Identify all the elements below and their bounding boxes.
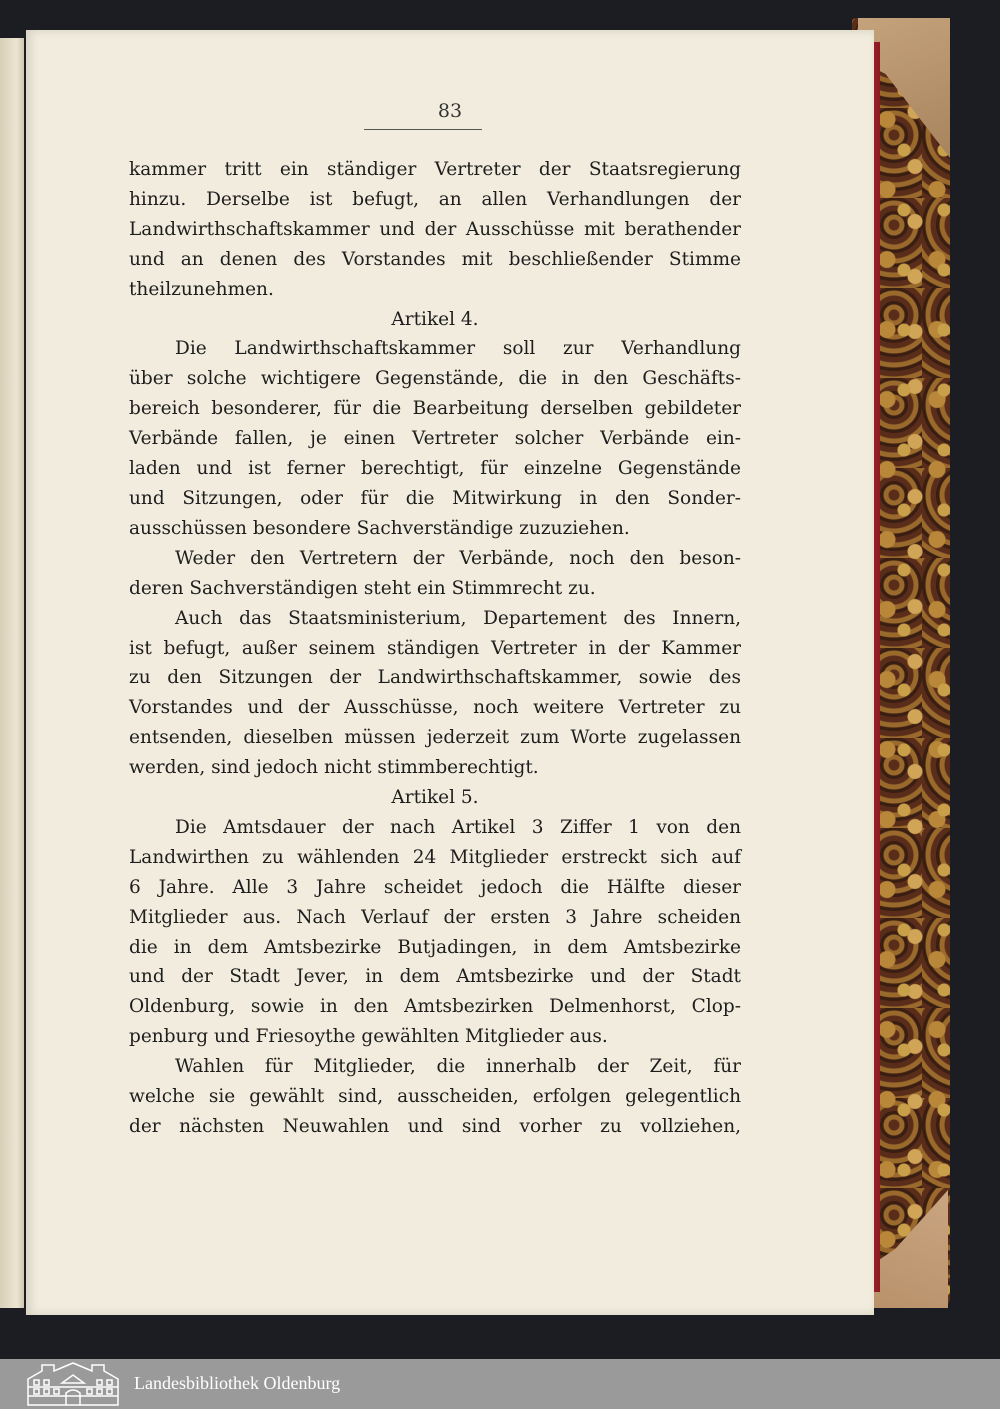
text-line: theilzunehmen. xyxy=(129,278,274,300)
text-line: Landwirthen zu wählenden 24 Mitglieder erstreckt sich auf xyxy=(129,846,741,868)
text-line: Mitglieder aus. Nach Verlauf der ersten 3 Jahre scheiden xyxy=(129,906,741,928)
text-line: welche sie gewählt sind, ausscheiden, erfolgen gelegentlich xyxy=(129,1086,741,1108)
left-page-edge xyxy=(0,38,24,1308)
text-line: zu den Sitzungen der Landwirthschaftskammer, sowie des xyxy=(129,667,741,689)
text-line: deren Sachverständigen steht ein Stimmrecht zu. xyxy=(129,577,596,599)
text-line: die in dem Amtsbezirke Butjadingen, in dem Amtsbezirke xyxy=(129,936,741,958)
page-number: 83 xyxy=(437,100,463,122)
text-line: kammer tritt ein ständiger Vertreter der Staatsregierung xyxy=(129,159,741,180)
book-page xyxy=(26,30,874,1315)
text-line: Vorstandes und der Ausschüsse, noch weitere Vertreter zu xyxy=(129,697,741,719)
text-line: penburg und Friesoythe gewählten Mitglieder aus. xyxy=(129,1026,608,1048)
text-line: 6 Jahre. Alle 3 Jahre scheidet jedoch die Hälfte dieser xyxy=(129,876,741,898)
text-line: laden und ist ferner berechtigt, für einzelne Gegenstände xyxy=(129,458,741,480)
footer-banner xyxy=(0,1359,1000,1409)
text-line: hinzu. Derselbe ist befugt, an allen Verhandlungen der xyxy=(129,188,741,210)
text-line: Wahlen für Mitglieder, die innerhalb der Zeit, für xyxy=(175,1056,741,1078)
library-building-icon xyxy=(24,1361,122,1407)
text-line: ist befugt, außer seinem ständigen Vertreter in der Kammer xyxy=(129,637,741,659)
text-line: und der Stadt Jever, in dem Amtsbezirke und der Stadt xyxy=(129,966,741,988)
text-line: über solche wichtigere Gegenstände, die in den Geschäfts- xyxy=(129,368,741,390)
text-line: Verbände fallen, je einen Vertreter solcher Verbände ein- xyxy=(129,428,741,450)
article-heading: Artikel 4. xyxy=(391,308,479,330)
header-rule xyxy=(364,129,482,130)
text-line: entsenden, dieselben müssen jederzeit zum Worte zugelassen xyxy=(129,727,741,749)
text-line: Oldenburg, sowie in den Amtsbezirken Delmenhorst, Clop- xyxy=(129,996,741,1018)
text-line: Auch das Staatsministerium, Departement des Innern, xyxy=(175,607,741,629)
text-line: der nächsten Neuwahlen und sind vorher zu vollziehen, xyxy=(129,1116,741,1137)
library-name: Landesbibliothek Oldenburg xyxy=(134,1373,341,1393)
text-line: Die Landwirthschaftskammer soll zur Verhandlung xyxy=(175,338,741,360)
article-heading: Artikel 5. xyxy=(391,787,479,809)
text-line: werden, sind jedoch nicht stimmberechtigt. xyxy=(129,757,539,779)
text-line: bereich besonderer, für die Bearbeitung derselben gebildeter xyxy=(129,398,741,420)
text-line: ausschüssen besondere Sachverständige zuzuziehen. xyxy=(129,517,630,539)
page-text xyxy=(129,155,741,1142)
text-line: und Sitzungen, oder für die Mitwirkung in den Sonder- xyxy=(129,487,741,509)
text-line: Die Amtsdauer der nach Artikel 3 Ziffer 1 von den xyxy=(175,816,741,838)
text-line: und an denen des Vorstandes mit beschließender Stimme xyxy=(129,248,741,270)
text-line: Landwirthschaftskammer und der Ausschüsse mit berathender xyxy=(129,218,741,240)
text-line: Weder den Vertretern der Verbände, noch den beson- xyxy=(175,547,741,569)
